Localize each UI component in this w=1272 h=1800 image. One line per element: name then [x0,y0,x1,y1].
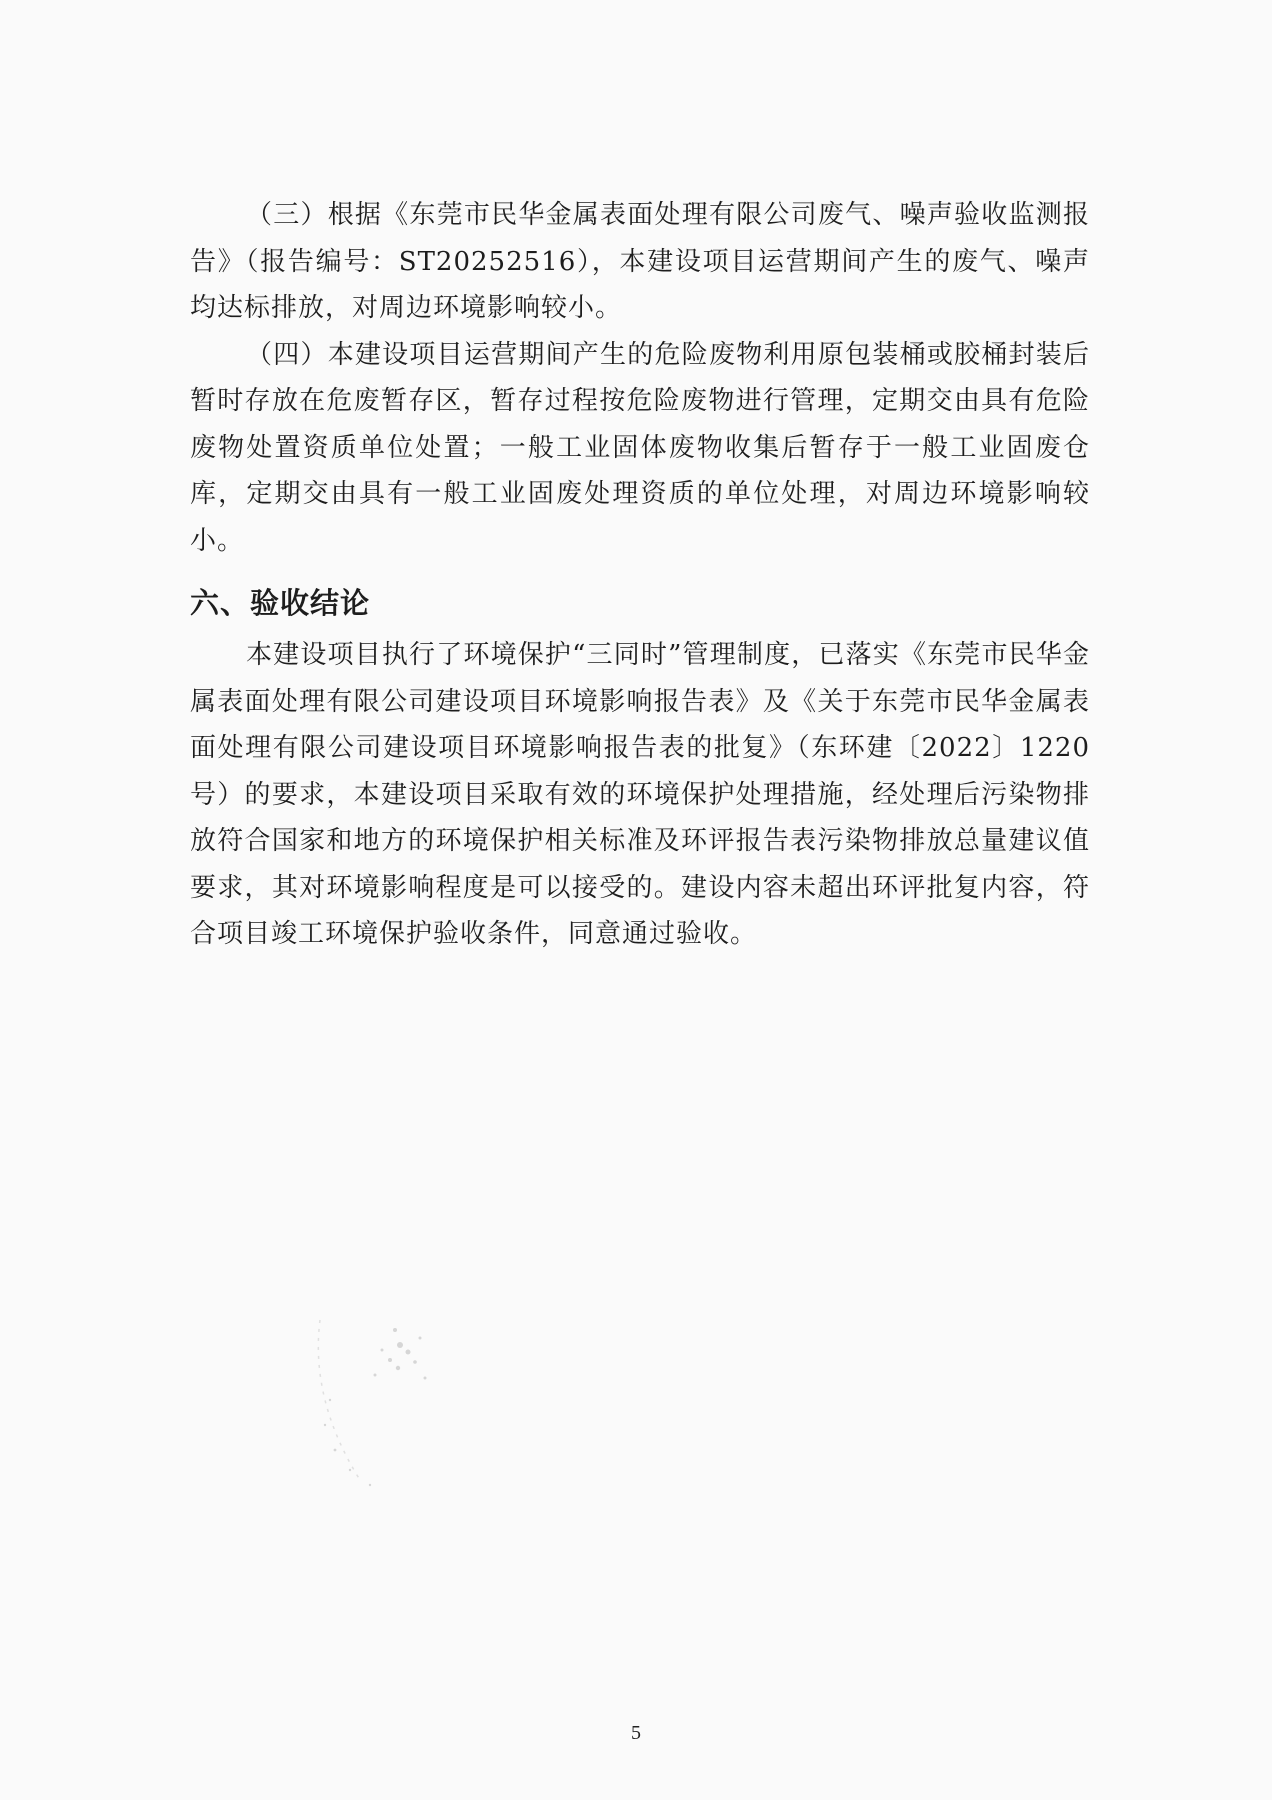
faded-stamp-mark [300,1290,520,1510]
section-heading-conclusion: 六、验收结论 [190,586,371,620]
paragraph-hazardous-waste: （四）本建设项目运营期间产生的危险废物利用原包装桶或胶桶封装后暂时存放在危废暂存区，暂存过程按危险废物进行管理，定期交由具有危险废物处置资质单位处置；一般工业固体废物收集后暂存于一般工业固废仓库，定期交由具有一般工业固废处理资质的单位处理，对周边环境影响较小。 [190,339,1090,556]
paragraph-exhaust-noise: （三）根据《东莞市民华金属表面处理有限公司废气、噪声验收监测报告》（报告编号：ST20252516），本建设项目运营期间产生的废气、噪声均达标排放，对周边环境影响较小。 [190,200,1090,323]
paragraph-conclusion: 本建设项目执行了环境保护“三同时”管理制度，已落实《东莞市民华金属表面处理有限公司建设项目环境影响报告表》及《关于东莞市民华金属表面处理有限公司建设项目环境影响报告表的批复》（东环建〔2022〕1220号）的要求，本建设项目采取有效的环境保护处理措施，经处理后污染物排放符合国家和地方的环境保护相关标准及环评报告表污染物排放总量建议值要求，其对环境影响程度是可以接受的。建设内容未超出环评批复内容，符合项目竣工环境保护验收条件，同意通过验收。 [190,640,1090,949]
document-body [190,192,1090,958]
page-number: 5 [631,1722,641,1744]
